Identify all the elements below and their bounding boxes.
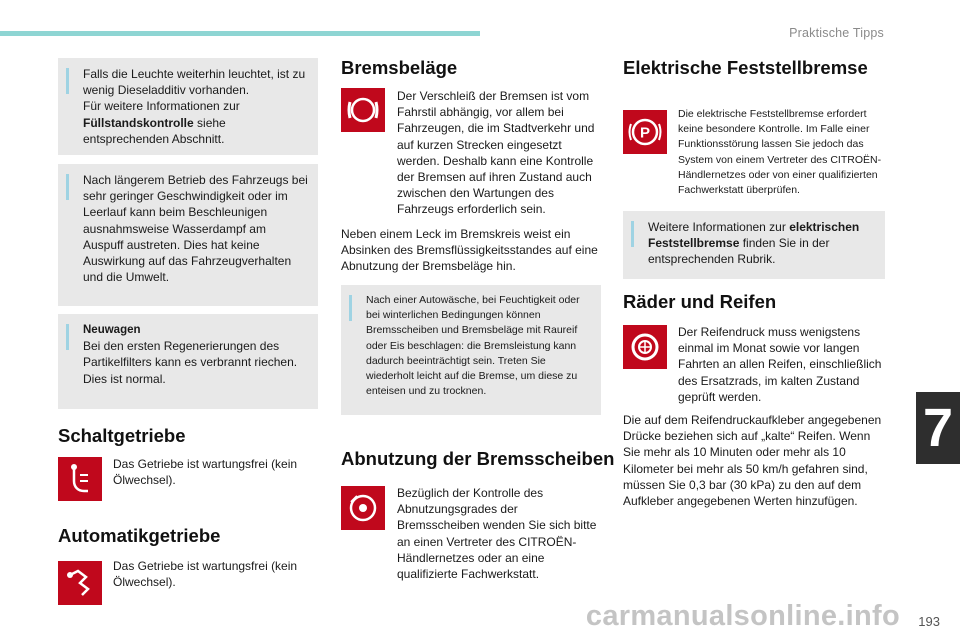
heading-schaltgetriebe: Schaltgetriebe xyxy=(58,425,186,446)
text-leck: Neben einem Leck im Bremskreis weist ein Absinken des Bremsflüssigkeitsstandes auf eine Abnutzung der Bremsbeläge hin. xyxy=(341,227,598,274)
info-title: Neuwagen xyxy=(83,324,141,336)
info-bar xyxy=(349,295,352,321)
info-bar xyxy=(66,174,69,200)
page-number: 193 xyxy=(918,614,940,629)
info-box-new-car xyxy=(58,314,318,409)
info-bar xyxy=(66,324,69,350)
parking-brake-icon xyxy=(623,110,667,154)
info-box-additive xyxy=(58,58,318,155)
watermark: carmanualsonline.info xyxy=(585,600,900,632)
manual-gearbox-icon xyxy=(58,457,102,501)
section-title: Praktische Tipps xyxy=(789,26,884,40)
brake-pad-icon xyxy=(341,88,385,132)
info-box-epb xyxy=(623,211,885,279)
info-text: Bei den ersten Regenerierungen des Partikelfilters kann es verbrannt riechen. Dies ist normal. xyxy=(83,339,298,386)
text-bremsbelaege: Der Verschleiß der Bremsen ist vom Fahrstil abhängig, vor allem bei Fahrzeugen, die im Stadtverkehr und auf kurzen Strecken eingesetzt werden. Deshalb kann eine Kontrolle der Bremsen auf ihren Zustand auch zwischen den Wartungen des Fahrzeugs erforderlich sein. xyxy=(397,89,595,217)
svg-text:P: P xyxy=(639,124,651,142)
heading-bremsscheiben: Abnutzung der Bremsscheiben xyxy=(341,448,615,469)
info-box-steam xyxy=(58,164,318,306)
text-bremsscheiben: Bezüglich der Kontrolle des Abnutzungsgrades der Bremsscheiben wenden Sie sich bitte an einen Vertreter des CITROËN-Händlernetzes oder an eine qualifizierte Fachwerkstatt. xyxy=(397,486,597,582)
info-bar xyxy=(66,68,69,94)
info-text: Weitere Informationen zur elektrischen Feststellbremse finden Sie in der entsprechenden Rubrik. xyxy=(648,220,860,267)
chapter-tab: 7 xyxy=(916,392,960,464)
heading-automatikgetriebe: Automatikgetriebe xyxy=(58,525,221,546)
heading-reifen: Räder und Reifen xyxy=(623,291,777,312)
info-bar xyxy=(631,221,634,247)
info-text: Falls die Leuchte weiterhin leuchtet, ist zu wenig Dieseladditiv vorhanden. xyxy=(83,67,306,98)
heading-feststellbremse: Elektrische Feststellbremse xyxy=(623,57,868,78)
info-text: Für weitere Informationen zur Füllstandskontrolle siehe entsprechenden Abschnitt. xyxy=(83,99,240,146)
automatic-gearbox-icon xyxy=(58,561,102,605)
info-box-frost xyxy=(341,285,601,415)
brake-disc-icon xyxy=(341,486,385,530)
header-bar xyxy=(0,31,480,36)
text-reifen: Der Reifendruck muss wenigstens einmal im Monat sowie vor langen Fahrten an allen Reifen, einschließlich des Ersatzrads, im kalten Zustand geprüft werden. xyxy=(678,325,882,404)
info-text: Nach längerem Betrieb des Fahrzeugs bei sehr geringer Geschwindigkeit oder im Leerlauf kann beim Beschleunigen ausnahmsweise Wasserdampf am Auspuff austreten. Dies hat keine Auswirkung auf das Fahrzeugverhalten und die Umwelt. xyxy=(83,173,308,285)
text-feststellbremse: Die elektrische Feststellbremse erfordert keine besondere Kontrolle. Im Falle einer Funktionsstörung lassen Sie jedoch das System von einem Vertreter des CITROËN-Händlernetzes oder von einer qualifizierten Fachwerkstatt überprüfen. xyxy=(678,108,882,197)
text-aufkleber: Die auf dem Reifendruckaufkleber angegebenen Drücke beziehen sich auf „kalte“ Reifen. Wenn Sie mehr als 10 Minuten oder mehr als 10 Kilometer bei mehr als 50 km/h gefahren sind, müssen Sie 0,3 bar (30 kPa) zu den auf dem Aufkleber angegebenen Werten hinzufügen. xyxy=(623,413,882,509)
tyre-icon xyxy=(623,325,667,369)
info-text: Nach einer Autowäsche, bei Feuchtigkeit oder bei winterlichen Bedingungen können Bremsscheiben und Bremsbeläge mit Raureif oder Eis beschlagen: die Bremsleistung kann dadurch beeinträchtigt sein. Treten Sie wiederholt leicht auf die Bremse, um diese zu enteisen und zu trocknen. xyxy=(366,294,580,398)
text-automatikgetriebe: Das Getriebe ist wartungsfrei (kein Ölwechsel). xyxy=(113,559,298,590)
heading-bremsbelaege: Bremsbeläge xyxy=(341,57,458,78)
text-schaltgetriebe: Das Getriebe ist wartungsfrei (kein Ölwechsel). xyxy=(113,457,298,488)
